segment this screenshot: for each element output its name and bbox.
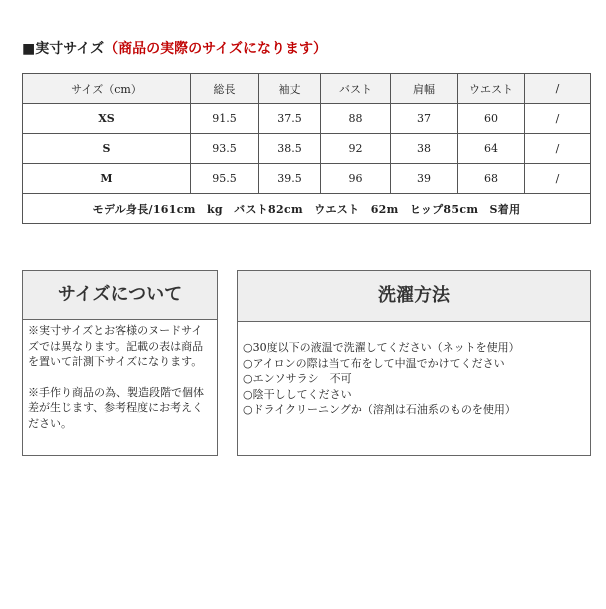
shoulder-cell: 38	[391, 134, 458, 164]
size-table-header	[23, 74, 591, 104]
list-item: ○30度以下の液温で洗濯してください（ネットを使用）	[243, 341, 520, 354]
column-header: バスト	[321, 74, 391, 104]
bust-cell: 88	[321, 104, 391, 134]
size-label: XS	[23, 104, 191, 134]
sleeve-cell: 39.5	[259, 164, 321, 194]
table-row	[23, 104, 591, 134]
about-size-paragraph: ※実寸サイズとお客様のヌードサイズでは異なります。記載の表は商品を置いて計測下サイズになります。	[28, 324, 204, 368]
list-item: ○エンソサラシ 不可	[243, 372, 352, 385]
model-info-row	[23, 194, 591, 224]
waist-cell: 64	[458, 134, 525, 164]
about-size-body	[23, 320, 217, 434]
sleeve-cell: 38.5	[259, 134, 321, 164]
about-size-box	[22, 270, 218, 456]
extra-cell: /	[525, 104, 591, 134]
length-cell: 95.5	[191, 164, 259, 194]
bust-cell: 92	[321, 134, 391, 164]
list-item: ○陰干ししてください	[243, 387, 352, 401]
size-table	[22, 73, 591, 224]
washing-box	[237, 270, 591, 456]
bust-cell: 96	[321, 164, 391, 194]
washing-list	[238, 322, 590, 418]
shoulder-cell: 37	[391, 104, 458, 134]
about-size-paragraph: ※手作り商品の為、製造段階で個体差が生じます、参考程度にお考えください。	[28, 385, 204, 430]
list-item: ○アイロンの際は当て布をして中温でかけてください	[243, 356, 505, 370]
length-cell: 93.5	[191, 134, 259, 164]
extra-cell: /	[525, 164, 591, 194]
column-header: 総長	[191, 74, 259, 104]
washing-title: 洗濯方法	[238, 271, 590, 322]
column-header: /	[525, 74, 591, 104]
waist-cell: 60	[458, 104, 525, 134]
column-header: 肩幅	[391, 74, 458, 104]
shoulder-cell: 39	[391, 164, 458, 194]
column-header: サイズ（cm）	[23, 74, 191, 104]
size-label: S	[23, 134, 191, 164]
extra-cell: /	[525, 134, 591, 164]
sleeve-cell: 37.5	[259, 104, 321, 134]
size-label: M	[23, 164, 191, 194]
heading-prefix: ■実寸サイズ	[22, 41, 105, 57]
column-header: ウエスト	[458, 74, 525, 104]
list-item: ○ドライクリーニングか（溶剤は石油系のものを使用）	[243, 403, 516, 416]
model-info: モデル身長/161cm kg バスト82cm ウエスト 62m ヒップ85cm S着用	[23, 194, 591, 224]
table-row	[23, 164, 591, 194]
length-cell: 91.5	[191, 104, 259, 134]
section-heading	[22, 38, 327, 58]
column-header: 袖丈	[259, 74, 321, 104]
waist-cell: 68	[458, 164, 525, 194]
table-row	[23, 134, 591, 164]
heading-note: （商品の実際のサイズになります）	[104, 41, 327, 57]
about-size-title: サイズについて	[23, 271, 217, 320]
